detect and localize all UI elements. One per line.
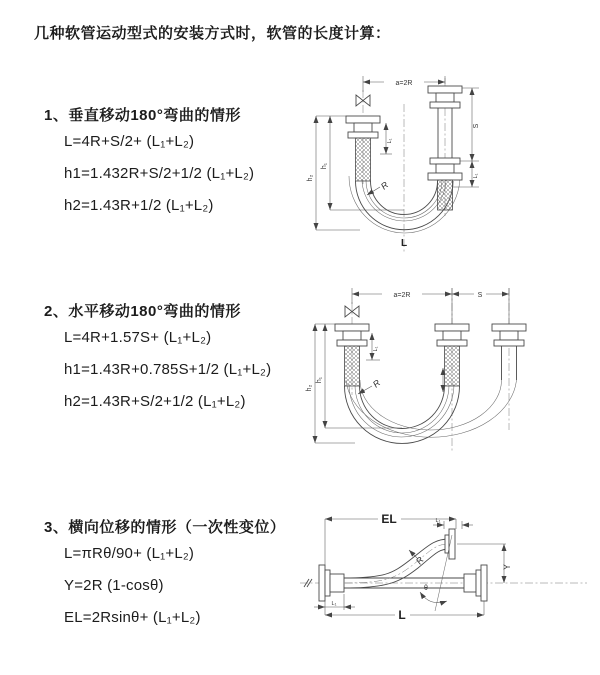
dim-label-length: L	[401, 238, 408, 249]
dim-label-y: Y	[502, 563, 512, 571]
section-1-formula-h2: h2=1.43R+1/2 (L₁+L₂)	[64, 197, 214, 214]
dim-label-l1-bottom: L₁	[331, 601, 337, 607]
section-3-formula-L: L=πRθ/90+ (L₁+L₂)	[64, 545, 195, 562]
section-1-formula-h1: h1=1.432R+S/2+1/2 (L₁+L₂)	[64, 165, 255, 182]
section-2-formula-L: L=4R+1.57S+ (L₁+L₂)	[64, 329, 212, 346]
dim-label-h2: h₂	[306, 384, 313, 392]
dim-label-a2r: a=2R	[393, 292, 411, 299]
dim-label-l1-left: L₁	[387, 138, 393, 144]
braided-hose-right	[438, 180, 453, 210]
dim-label-r: R	[370, 377, 383, 390]
section-2-formula-h1: h1=1.43R+0.785S+1/2 (L₁+L₂)	[64, 361, 272, 378]
u-bend-displaced-arcs	[346, 380, 517, 437]
dim-label-h1: h₁	[316, 376, 323, 384]
dim-label-l1: L₁	[373, 346, 379, 352]
dim-label-theta: θ	[424, 585, 428, 592]
dim-label-l1-right: L₁	[473, 173, 479, 179]
section-1-formula-L: L=4R+S/2+ (L₁+L₂)	[64, 133, 195, 150]
centerlines	[352, 288, 509, 452]
dimension-s	[452, 289, 509, 299]
dim-label-h2: h₂	[307, 174, 314, 182]
dimension-l	[325, 601, 484, 622]
dim-label-length: L	[398, 608, 406, 622]
section-3-formula-EL: EL=2Rsinθ+ (L₁+L₂)	[64, 609, 201, 626]
page-title: 几种软管运动型式的安装方式时，软管的长度计算：	[34, 25, 391, 42]
section-3-heading: 3、横向位移的情形（一次性变位）	[44, 519, 286, 536]
dimension-s	[460, 88, 480, 161]
radius-leader	[409, 550, 426, 566]
braided-hose-left	[345, 346, 360, 386]
diagram-lateral-displacement	[292, 495, 597, 660]
right-flange-fitting	[428, 86, 462, 210]
section-1-heading: 1、垂直移动180°弯曲的情形	[44, 107, 241, 124]
dim-label-r: R	[378, 179, 391, 192]
section-3-formula-Y: Y=2R (1-cosθ)	[64, 577, 164, 594]
section-2-formula-h2: h2=1.43R+S/2+1/2 (L₁+L₂)	[64, 393, 246, 410]
dim-label-a2r: a=2R	[395, 80, 413, 87]
dim-label-s: S	[477, 292, 483, 299]
left-flange-fitting	[319, 565, 344, 601]
braided-hose-left	[356, 138, 371, 181]
dimension-l1	[366, 333, 380, 360]
left-flange-fitting	[346, 116, 380, 181]
section-2-heading: 2、水平移动180°弯曲的情形	[44, 303, 241, 320]
dimension-l1-left	[380, 123, 393, 154]
dim-label-h1: h₁	[321, 162, 328, 170]
dim-label-l1-top: L₁	[435, 518, 441, 524]
braided-hose-center	[445, 346, 460, 386]
diagram-horizontal-180-bend	[300, 280, 590, 460]
dimension-l1-top	[433, 518, 473, 529]
dim-label-el: EL	[381, 512, 397, 526]
left-flange-fitting	[335, 324, 369, 386]
diagram-vertical-180-bend	[300, 66, 590, 261]
center-flange-fitting	[435, 324, 469, 386]
u-bend-hose-arcs	[345, 384, 460, 443]
dim-label-r: R	[413, 554, 426, 567]
dim-label-s: S	[473, 123, 480, 129]
s-curve-hose	[344, 539, 449, 588]
